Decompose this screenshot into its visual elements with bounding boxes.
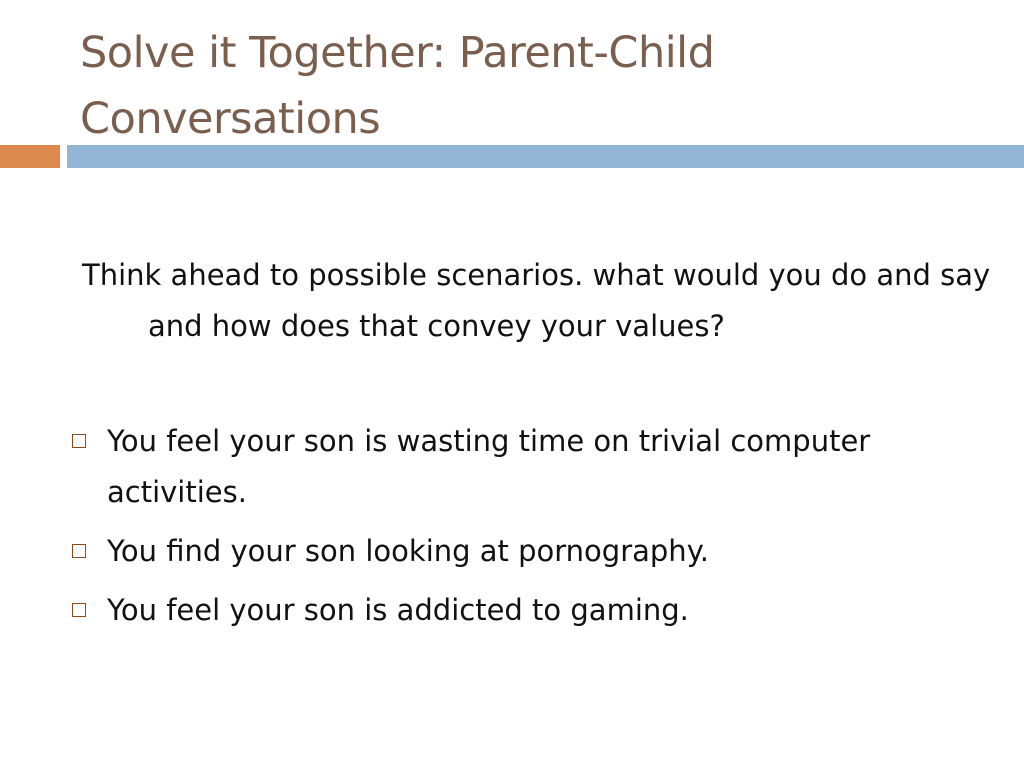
bullet-text: You feel your son is wasting time on trivial computer activities. bbox=[107, 424, 871, 509]
title-accent-blue-bar bbox=[67, 145, 1024, 168]
slide-title: Solve it Together: Parent-Child Conversations bbox=[80, 28, 715, 144]
hollow-square-bullet-icon bbox=[72, 434, 86, 448]
bullet-list bbox=[70, 416, 990, 644]
bullet-item bbox=[70, 416, 990, 518]
hollow-square-bullet-icon bbox=[72, 603, 86, 617]
bullet-text: You feel your son is addicted to gaming. bbox=[107, 593, 689, 627]
bullet-item bbox=[70, 526, 990, 577]
title-accent-orange-bar bbox=[0, 145, 60, 168]
bullet-item bbox=[70, 585, 990, 636]
bullet-text: You find your son looking at pornography. bbox=[107, 534, 709, 568]
intro-text: Think ahead to possible scenarios. what would you do and say and how does that convey your values? bbox=[82, 258, 991, 343]
hollow-square-bullet-icon bbox=[72, 544, 86, 558]
